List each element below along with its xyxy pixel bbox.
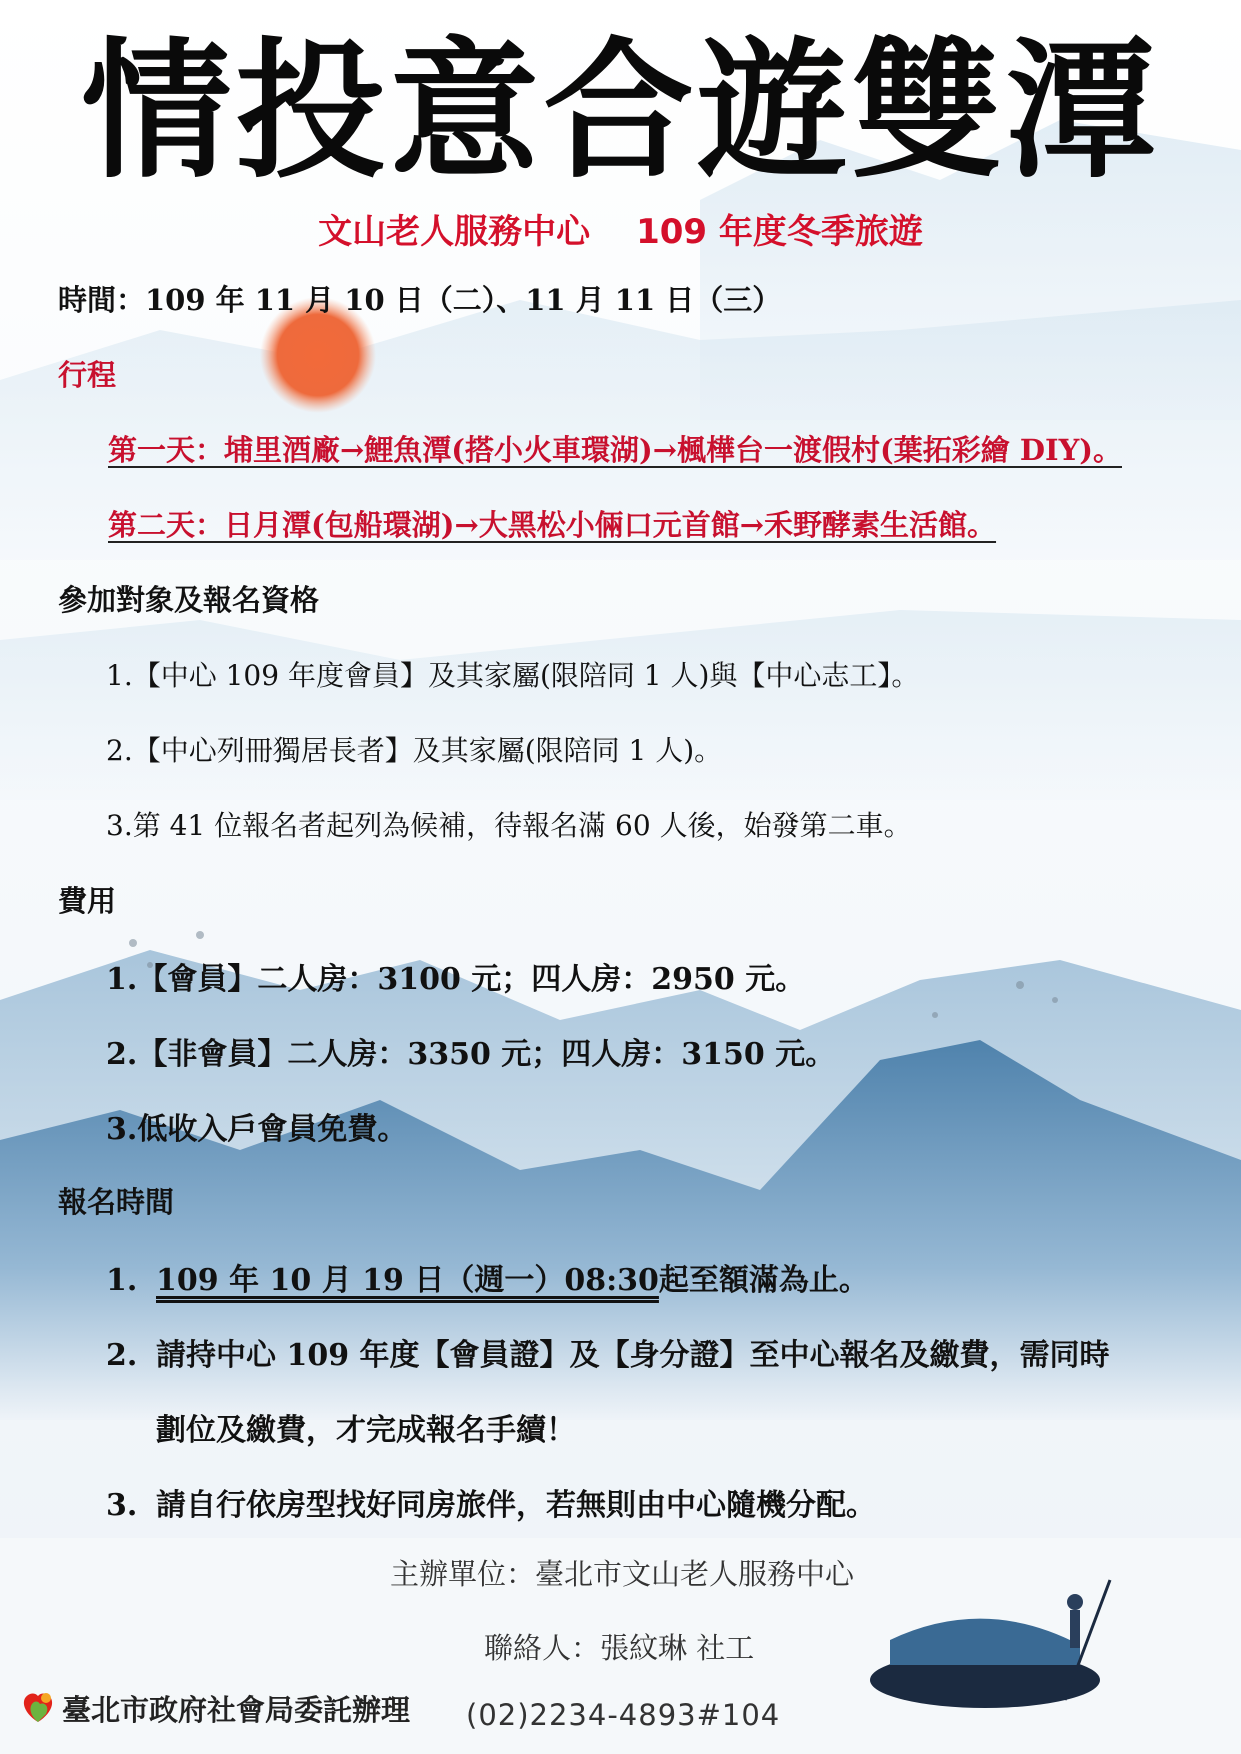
registration-item-text: 請持中心 109 年度【會員證】及【身分證】至中心報名及繳費，需同時 [156, 1338, 1110, 1373]
contact-person: 聯絡人：張紋琳 社工 [484, 1631, 755, 1665]
registration-start-time: 109 年 10 月 19 日（週一）08:30 [156, 1263, 659, 1298]
eligibility-heading: 參加對象及報名資格 [58, 583, 320, 617]
eligibility-item: 2.【中心列冊獨居長者】及其家屬(限陪同 1 人)。 [106, 734, 723, 767]
page-title: 情投意合遊雙潭 [81, 25, 1160, 199]
event-time: 時間：109 年 11 月 10 日（二）、11 月 11 日（三） [58, 283, 782, 317]
fee-item: 1.【會員】二人房：3100 元；四人房：2950 元。 [106, 962, 806, 997]
commissioning-agency: 臺北市政府社會局委託辦理 [62, 1693, 411, 1727]
fee-item: 2.【非會員】二人房：3350 元；四人房：3150 元。 [106, 1037, 836, 1072]
registration-item-text: 起至額滿為止。 [658, 1263, 869, 1298]
agency-logo-icon [16, 1684, 60, 1728]
registration-item [106, 1330, 1110, 1374]
registration-item-text: 請自行依房型找好同房旅伴，若無則由中心隨機分配。 [156, 1488, 876, 1523]
item-number: 3. [106, 1488, 138, 1523]
contact-phone: (02)2234-4893#104 [466, 1698, 781, 1732]
item-number: 1. [106, 1263, 138, 1298]
item-number: 2. [106, 1338, 138, 1373]
registration-heading: 報名時間 [58, 1185, 175, 1219]
registration-item [106, 1480, 876, 1524]
itinerary-heading: 行程 [58, 358, 117, 392]
fees-heading: 費用 [58, 884, 117, 918]
subtitle [0, 204, 1241, 253]
eligibility-item: 3.第 41 位報名者起列為候補，待報名滿 60 人後，始發第二車。 [106, 809, 912, 842]
registration-item-continued [106, 1405, 576, 1449]
fee-item: 3.低收入戶會員免費。 [106, 1112, 408, 1147]
itinerary-day-2: 第二天：日月潭(包船環湖)→大黑松小倆口元首館→禾野酵素生活館。 [108, 508, 997, 542]
event-name: 109 年度冬季旅遊 [636, 212, 923, 252]
footer [0, 1538, 1241, 1754]
itinerary-day-1: 第一天：埔里酒廠→鯉魚潭(搭小火車環湖)→楓樺台一渡假村(葉拓彩繪 DIY)。 [108, 433, 1122, 467]
registration-item-text: 劃位及繳費，才完成報名手續！ [156, 1413, 576, 1448]
organizer-name: 文山老人服務中心 [318, 212, 591, 252]
eligibility-item: 1.【中心 109 年度會員】及其家屬(限陪同 1 人)與【中心志工】。 [106, 659, 920, 692]
registration-item [106, 1255, 869, 1299]
host-unit: 主辦單位：臺北市文山老人服務中心 [390, 1557, 855, 1591]
